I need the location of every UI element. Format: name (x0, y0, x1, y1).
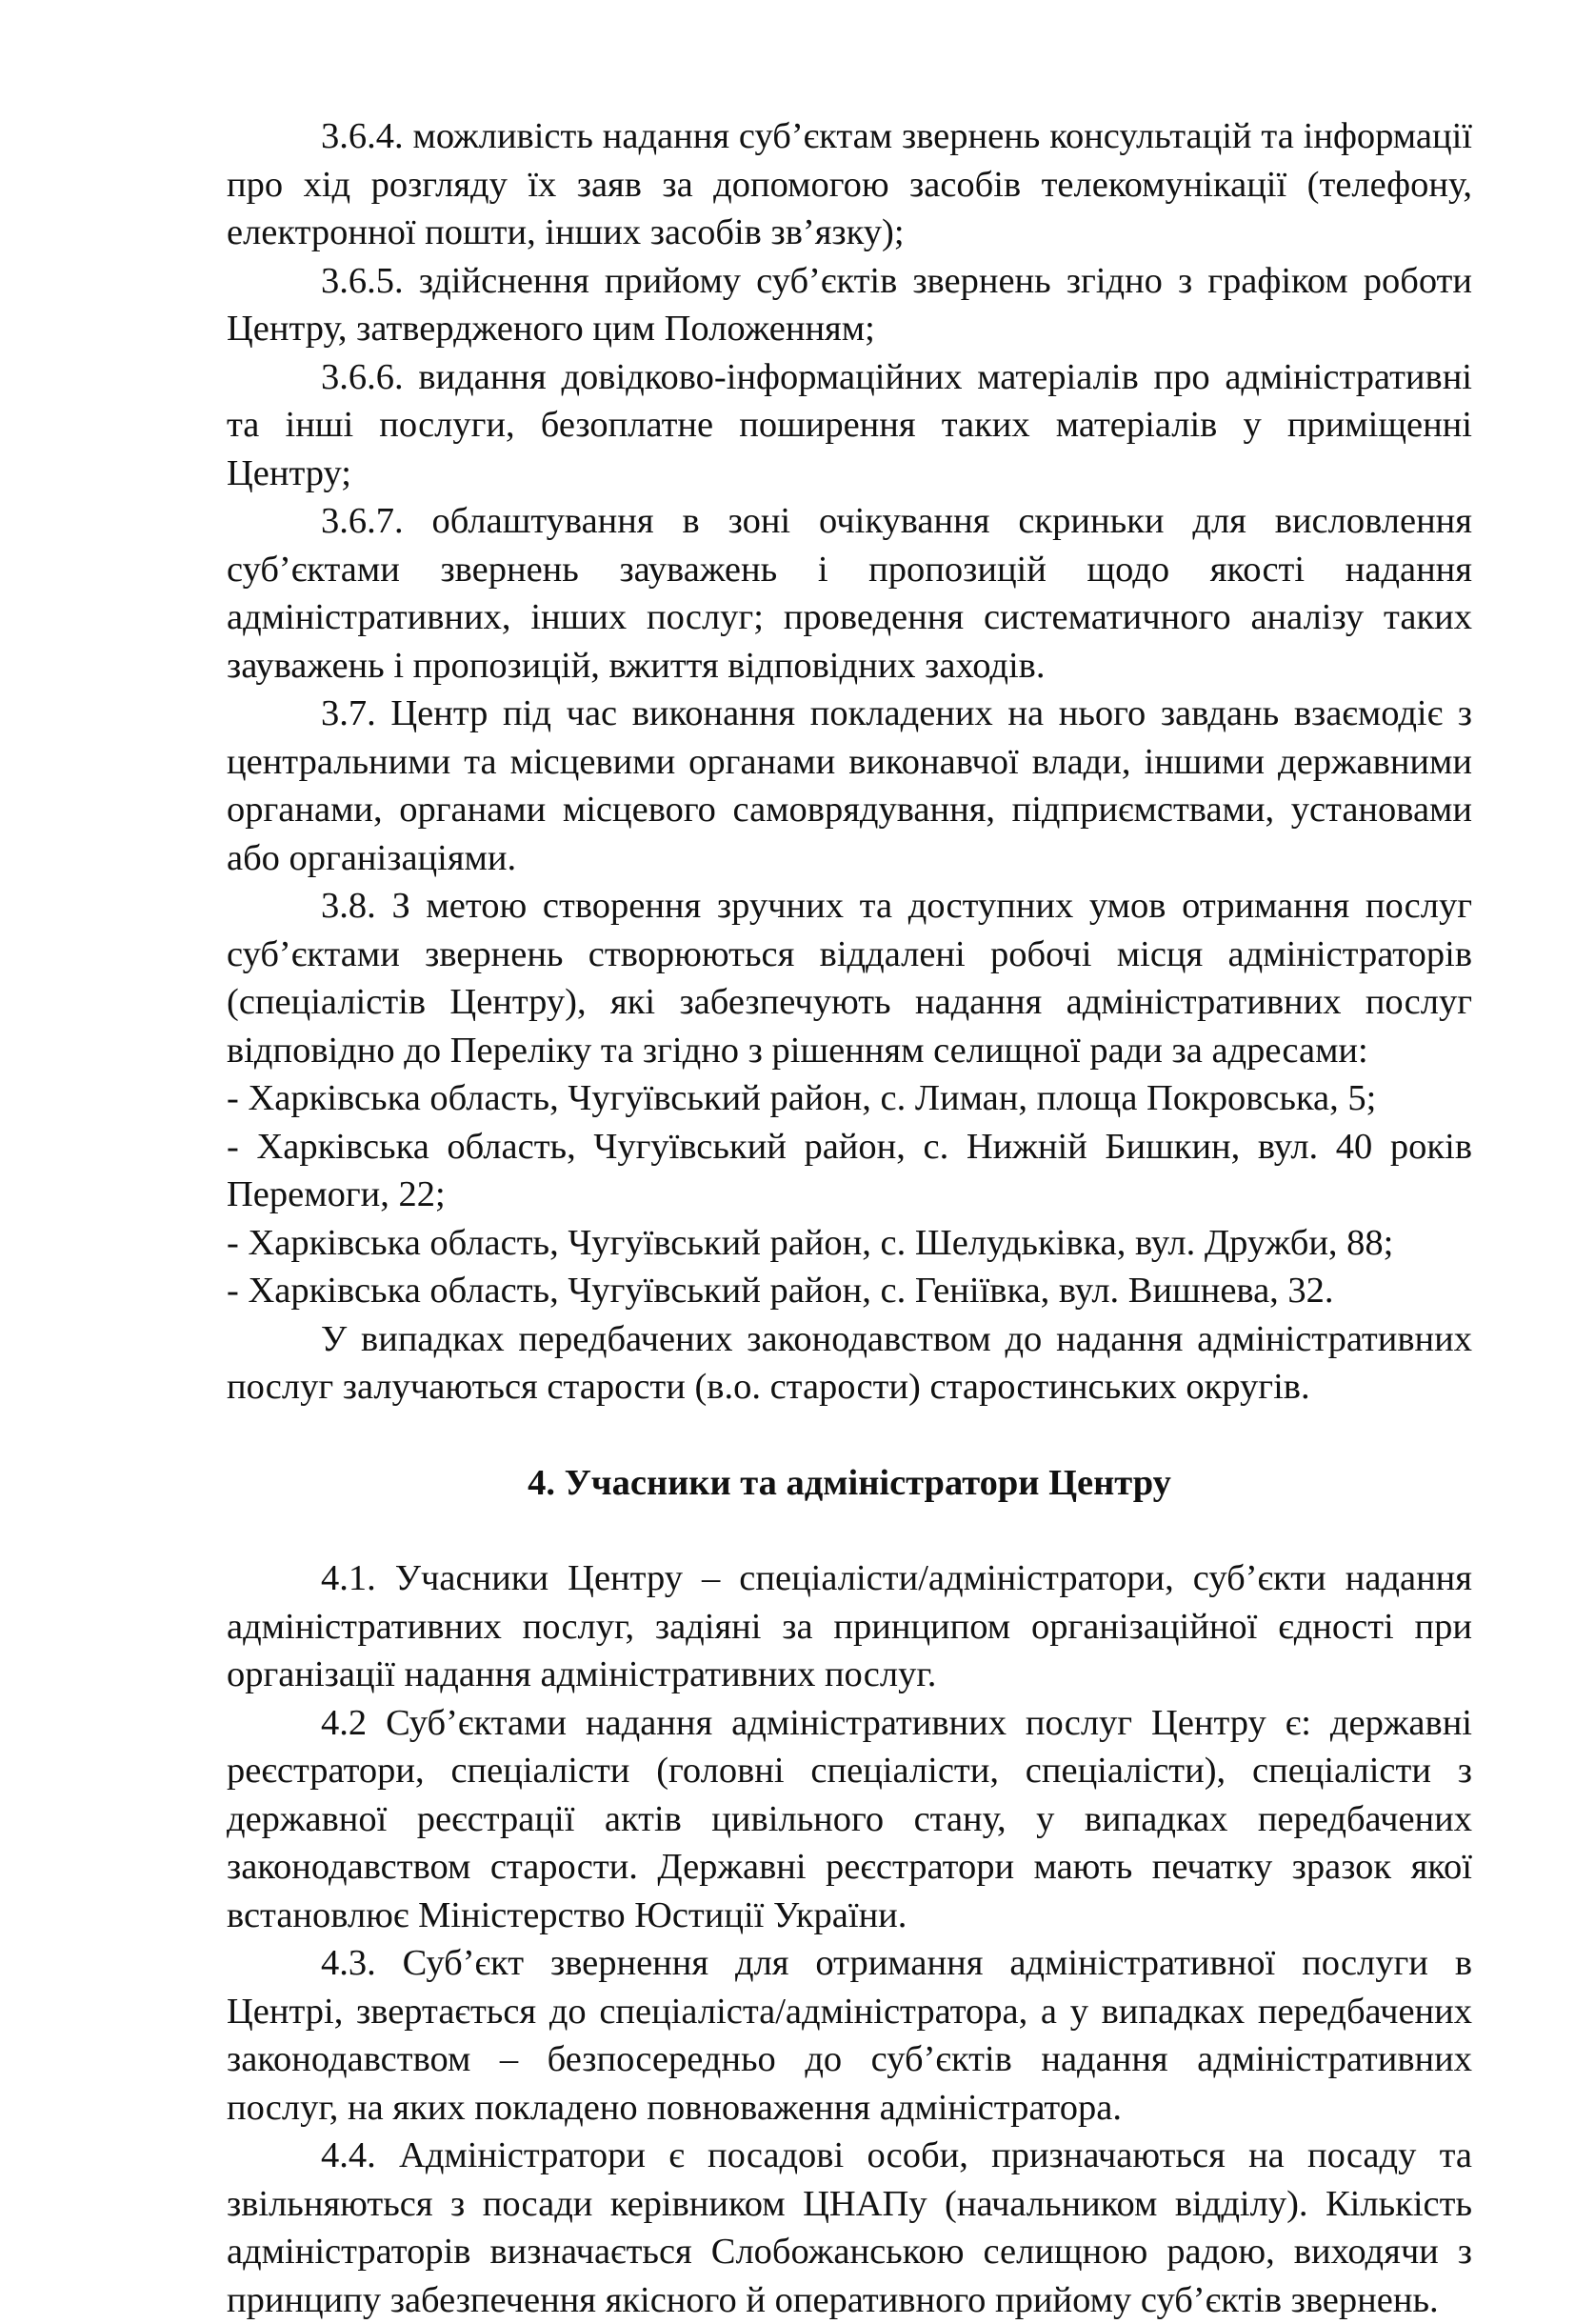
paragraph-4-1: 4.1. Учасники Центру – спеціалісти/адміністратори, суб’єкти надання адміністративних послуг, задіяні за принципом організаційної єдності при організації надання адміністративних послуг. (227, 1558, 1472, 1694)
paragraph-4-2: 4.2 Суб’єктами надання адміністративних послуг Центру є: державні реєстратори, спеціалісти (головні спеціалісти, спеціалісти), спеціалісти з державної реєстрації актів цивільного стану, у випадках передбачених законодавством старости. Державні реєстратори мають печатку зразок якої встановлює Міністерство Юстиції України. (227, 1702, 1472, 1935)
paragraph-3-8-note: У випадках передбачених законодавством до надання адміністративних послуг залучаються старости (в.о. старости) старостинських округів. (227, 1318, 1472, 1407)
address-item: - Харківська область, Чугуївський район, с. Геніївка, вул. Вишнева, 32. (227, 1271, 1334, 1311)
paragraph-3-6-4: 3.6.4. можливість надання суб’єктам звернень консультацій та інформації про хід розгляду їх заяв за допомогою засобів телекомунікації (телефону, електронної пошти, інших засобів зв’язку); (227, 116, 1472, 252)
address-item: - Харківська область, Чугуївський район, с. Нижній Бишкин, вул. 40 років Перемоги, 22; (227, 1126, 1472, 1214)
paragraph-4-4: 4.4. Адміністратори є посадові особи, призначаються на посаду та звільняються з посади керівником ЦНАПу (начальником відділу). Кількість адміністраторів визначається Слобожанською селищною радою, виходячи з принципу забезпечення якісного й оперативного прийому суб’єктів звернень. (227, 2135, 1472, 2320)
paragraph-3-7: 3.7. Центр під час виконання покладених на нього завдань взаємодіє з центральними та місцевими органами виконавчої влади, іншими державними органами, органами місцевого самоврядування, підприємствами, установами або організаціями. (227, 693, 1472, 878)
paragraph-3-6-7: 3.6.7. облаштування в зоні очікування скриньки для висловлення суб’єктами звернень зауважень і пропозицій щодо якості надання адміністративних, інших послуг; проведення систематичного аналізу таких зауважень і пропозицій, вжиття відповідних заходів. (227, 501, 1472, 686)
address-item: - Харківська область, Чугуївський район, с. Лиман, площа Покровська, 5; (227, 1078, 1377, 1118)
document-page (227, 112, 1472, 2324)
paragraph-4-3: 4.3. Суб’єкт звернення для отримання адміністративної послуги в Центрі, звертається до спеціаліста/адміністратора, а у випадках передбачених законодавством – безпосередньо до суб’єктів надання адміністративних послуг, на яких покладено повноваження адміністратора. (227, 1943, 1472, 2128)
paragraph-3-8: 3.8. З метою створення зручних та доступних умов отримання послуг суб’єктами звернень створюються віддалені робочі місця адміністраторів (спеціалістів Центру), які забезпечують надання адміністративних послуг відповідно до Переліку та згідно з рішенням селищної ради за адресами: (227, 886, 1472, 1071)
paragraph-3-6-6: 3.6.6. видання довідково-інформаційних матеріалів про адміністративні та інші послуги, безоплатне поширення таких матеріалів у приміщенні Центру; (227, 356, 1472, 493)
paragraph-3-6-5: 3.6.5. здійснення прийому суб’єктів звернень згідно з графіком роботи Центру, затвердженого цим Положенням; (227, 260, 1472, 349)
address-item: - Харківська область, Чугуївський район, с. Шелудьківка, вул. Дружби, 88; (227, 1222, 1394, 1263)
section-4-heading: 4. Учасники та адміністратори Центру (528, 1462, 1171, 1503)
